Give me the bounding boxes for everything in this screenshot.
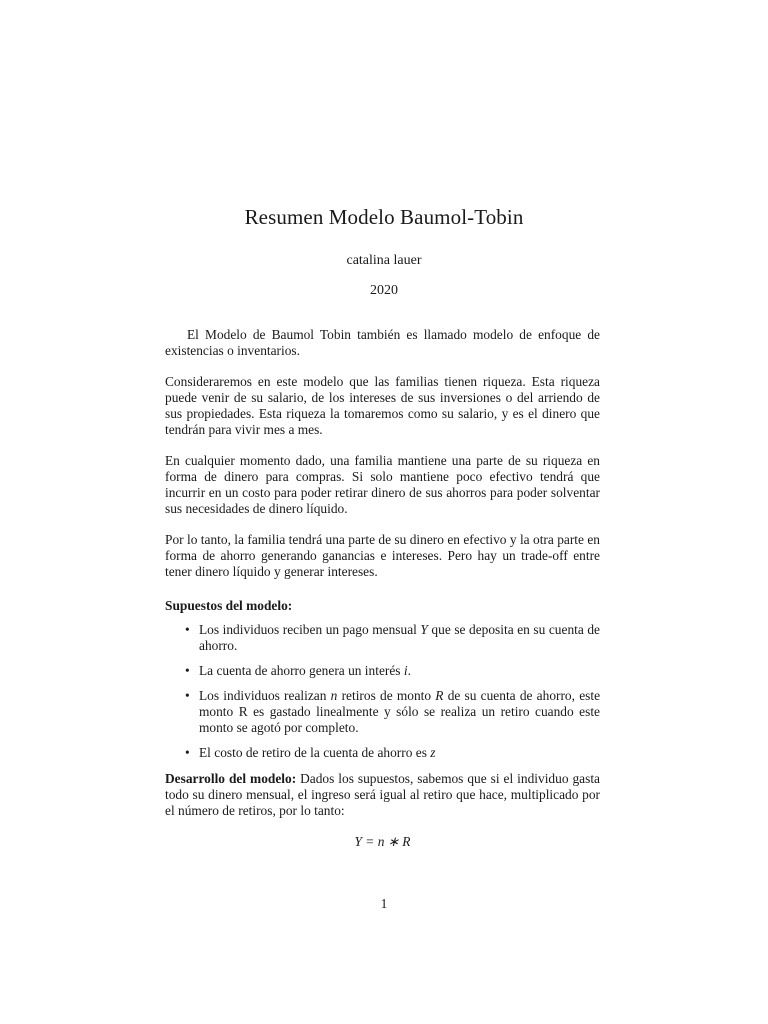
assumptions-list xyxy=(165,622,600,761)
variable-z: z xyxy=(430,745,436,760)
paragraph-tradeoff: Por lo tanto, la familia tendrá una parte de su dinero en efectivo y la otra parte en forma de ahorro generando ganancias e intereses. Pero hay un trade-off entre tener dinero líquido y generar intereses. xyxy=(165,532,600,579)
paragraph-cash: En cualquier momento dado, una familia mantiene una parte de su riqueza en forma de dinero para compras. Si solo mantiene poco efectivo tendrá que incurrir en un costo para poder retirar dinero de sus ahorros para poder solventar sus necesidades de dinero líquido. xyxy=(165,453,600,516)
list-item xyxy=(165,745,600,761)
list-item xyxy=(165,688,600,736)
bullet-icon: • xyxy=(185,745,190,760)
paragraph-wealth: Consideraremos en este modelo que las familias tienen riqueza. Esta riqueza puede venir de su salario, de los intereses de sus inversiones o del arriendo de sus propiedades. Esta riqueza la tomaremos como su salario, y es el dinero que tendrán para vivir mes a mes. xyxy=(165,374,600,437)
variable-n: n xyxy=(330,688,338,703)
document-body xyxy=(165,327,600,850)
assumptions-heading: Supuestos del modelo: xyxy=(165,598,293,613)
list-item xyxy=(165,663,600,679)
variable-i: i xyxy=(403,663,408,678)
assumption-text: Los individuos reciben un pago mensual xyxy=(199,622,421,637)
variable-y: Y xyxy=(420,622,428,637)
assumption-text: retiros de monto xyxy=(337,688,436,703)
assumption-text: Los individuos realizan xyxy=(199,688,331,703)
development-heading: Desarrollo del modelo: xyxy=(165,771,297,786)
assumption-text: La cuenta de ahorro genera un interés xyxy=(199,663,404,678)
assumption-text: que se deposita en su cuenta de ahorro. xyxy=(199,622,601,653)
variable-r: R xyxy=(435,688,444,703)
assumption-text: . xyxy=(407,663,411,678)
assumption-text: de su cuenta de ahorro, este monto R es gastado linealmente y sólo se realiza un retiro cuando este monto se agotó por completo. xyxy=(199,688,601,735)
development-paragraph xyxy=(165,771,600,819)
bullet-icon: • xyxy=(185,622,190,637)
development-text: Dados los supuestos, sabemos que si el individuo gasta todo su dinero mensual, el ingreso será igual al retiro que hace, multiplicado por el número de retiros, por lo tanto: xyxy=(165,771,600,818)
list-item xyxy=(165,622,600,654)
document-title: Resumen Modelo Baumol-Tobin xyxy=(244,205,524,229)
assumption-text: El costo de retiro de la cuenta de ahorro es xyxy=(199,745,431,760)
page-number: 1 xyxy=(380,896,388,911)
document-date: 2020 xyxy=(370,283,398,298)
document-author: catalina lauer xyxy=(346,253,422,268)
equation: Y = n ∗ R xyxy=(354,834,411,849)
bullet-icon: • xyxy=(185,663,190,678)
bullet-icon: • xyxy=(185,688,190,703)
intro-paragraph: El Modelo de Baumol Tobin también es llamado modelo de enfoque de existencias o inventarios. xyxy=(165,327,600,358)
